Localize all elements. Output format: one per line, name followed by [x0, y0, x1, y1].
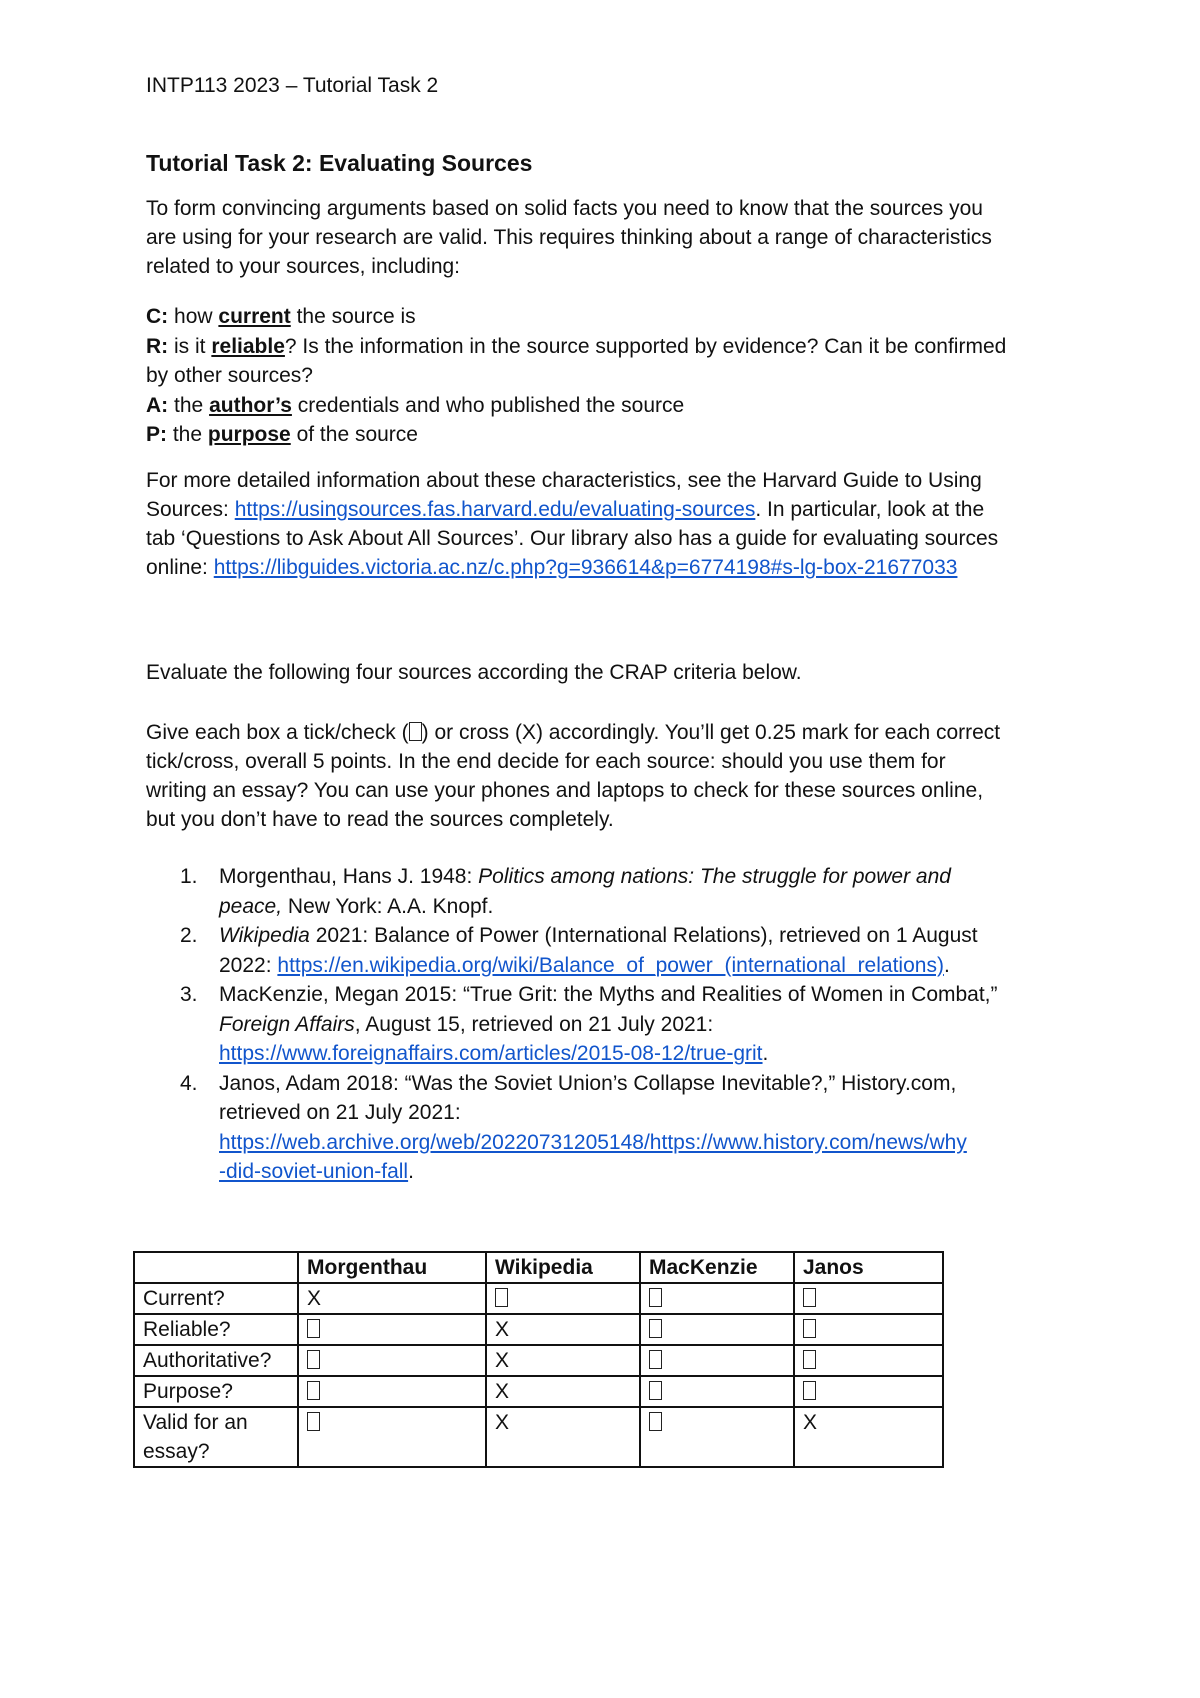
- tick-placeholder-icon: [649, 1288, 662, 1307]
- tick-cell: [486, 1283, 640, 1314]
- criterion-key: R:: [146, 334, 169, 358]
- tick-placeholder-icon: [803, 1381, 816, 1400]
- tick-cell: [640, 1314, 794, 1345]
- criterion-word: reliable: [211, 334, 285, 358]
- table-row: [134, 1314, 943, 1345]
- table-row: [134, 1283, 943, 1314]
- source-item: [146, 921, 1066, 980]
- info-line: [146, 495, 1066, 524]
- source-item: [146, 862, 1066, 921]
- instruction-text: Give each box a tick/check (: [146, 721, 409, 744]
- criterion-text: credentials and who published the source: [297, 393, 685, 417]
- criterion-word: current: [218, 305, 291, 328]
- instruction-line: but you don’t have to read the sources completely.: [146, 808, 614, 831]
- instruction-line: [146, 718, 1066, 747]
- intro-line: To form convincing arguments based on solid facts you need to know that the sources you: [146, 197, 983, 220]
- harvard-guide-link[interactable]: https://usingsources.fas.harvard.edu/evaluating-sources: [234, 498, 756, 521]
- tick-placeholder-icon: [409, 722, 422, 741]
- criterion-word: purpose: [207, 423, 291, 446]
- criterion-text: of the source: [296, 423, 418, 446]
- source-title: peace,: [219, 894, 283, 918]
- history-archive-link[interactable]: https://web.archive.org/web/20220731205148/https://www.history.com/news/why: [219, 1130, 967, 1154]
- tick-placeholder-icon: [307, 1350, 320, 1369]
- criterion-text: how: [174, 305, 213, 328]
- criterion-key: P:: [146, 423, 167, 446]
- tick-placeholder-icon: [649, 1412, 662, 1431]
- table-header-cell: MacKenzie: [640, 1252, 794, 1283]
- source-text: .: [943, 953, 950, 977]
- criterion-text: the: [174, 393, 204, 417]
- tick-cell: [640, 1376, 794, 1407]
- criterion-text: ? Is the information in the source supported by evidence? Can it be confirmed: [284, 334, 1007, 358]
- criterion-text: the source is: [296, 305, 416, 328]
- tick-cell: [794, 1314, 943, 1345]
- row-label: Authoritative?: [134, 1345, 298, 1376]
- tick-cell: [298, 1345, 486, 1376]
- table-header-cell: [134, 1252, 298, 1283]
- list-number: 1.: [180, 865, 198, 888]
- cross-cell: X: [298, 1283, 486, 1314]
- list-number: 3.: [180, 983, 198, 1006]
- tick-placeholder-icon: [307, 1319, 320, 1338]
- cross-cell: X: [486, 1314, 640, 1345]
- info-line: [146, 553, 1066, 582]
- cross-cell: X: [794, 1407, 943, 1467]
- library-guide-link[interactable]: https://libguides.victoria.ac.nz/c.php?g=936614&p=6774198#s-lg-box-21677033: [213, 556, 958, 579]
- tick-cell: [298, 1376, 486, 1407]
- criterion-word: author’s: [209, 393, 292, 417]
- cross-cell: X: [486, 1345, 640, 1376]
- tick-placeholder-icon: [649, 1319, 662, 1338]
- tick-placeholder-icon: [307, 1412, 320, 1431]
- marking-instructions: [146, 718, 1066, 834]
- tick-placeholder-icon: [495, 1288, 508, 1307]
- page-header: INTP113 2023 – Tutorial Task 2: [146, 74, 439, 97]
- row-label: Valid for an essay?: [134, 1407, 298, 1467]
- info-text: Sources:: [146, 498, 229, 521]
- tick-placeholder-icon: [649, 1381, 662, 1400]
- evaluate-instruction: Evaluate the following four sources according the CRAP criteria below.: [146, 661, 802, 684]
- list-number: 2.: [180, 924, 198, 947]
- instruction-text: ) or cross (X) accordingly. You’ll get 0.25 mark for each correct: [421, 721, 1001, 744]
- instruction-line: tick/cross, overall 5 points. In the end decide for each source: should you use them for: [146, 750, 946, 773]
- table-row: [134, 1407, 943, 1467]
- foreign-affairs-link[interactable]: https://www.foreignaffairs.com/articles/2015-08-12/true-grit: [219, 1042, 763, 1065]
- info-line: For more detailed information about these characteristics, see the Harvard Guide to Using: [146, 469, 982, 492]
- source-item: [146, 1069, 1066, 1187]
- page-title: Tutorial Task 2: Evaluating Sources: [146, 150, 533, 176]
- cross-cell: X: [486, 1376, 640, 1407]
- criterion-key: C:: [146, 305, 169, 328]
- criterion-current: [146, 302, 1066, 332]
- tick-cell: [640, 1407, 794, 1467]
- tick-placeholder-icon: [803, 1319, 816, 1338]
- source-text: retrieved on 21 July 2021:: [219, 1101, 461, 1124]
- source-text: .: [762, 1042, 769, 1065]
- source-title: Wikipedia: [219, 924, 310, 947]
- source-text: Janos, Adam 2018: “Was the Soviet Union’s Collapse Inevitable?,” History.com,: [219, 1071, 957, 1095]
- row-label: Current?: [134, 1283, 298, 1314]
- criterion-reliable: [146, 332, 1066, 362]
- row-label: Purpose?: [134, 1376, 298, 1407]
- cross-cell: X: [486, 1407, 640, 1467]
- tick-placeholder-icon: [649, 1350, 662, 1369]
- table-row: [134, 1345, 943, 1376]
- sources-list: [146, 862, 1066, 1187]
- intro-paragraph: [146, 194, 1066, 281]
- info-line: tab ‘Questions to Ask About All Sources’. Our library also has a guide for evaluating sources: [146, 527, 999, 550]
- table-header-row: [134, 1252, 943, 1283]
- instruction-line: writing an essay? You can use your phones and laptops to check for these sources online,: [146, 779, 984, 802]
- history-archive-link[interactable]: -did-soviet-union-fall: [219, 1160, 409, 1183]
- tick-cell: [640, 1283, 794, 1314]
- tick-cell: [298, 1314, 486, 1345]
- tick-placeholder-icon: [803, 1350, 816, 1369]
- info-text: . In particular, look at the: [755, 498, 985, 521]
- criterion-purpose: [146, 420, 1066, 450]
- tick-cell: [640, 1345, 794, 1376]
- source-text: MacKenzie, Megan 2015: “True Grit: the Myths and Realities of Women in Combat,”: [219, 983, 998, 1006]
- tick-cell: [298, 1407, 486, 1467]
- criterion-text: is it: [174, 334, 206, 358]
- source-text: 2021: Balance of Power (International Relations), retrieved on 1 August: [309, 924, 978, 947]
- table-header-cell: Wikipedia: [486, 1252, 640, 1283]
- intro-line: related to your sources, including:: [146, 255, 461, 278]
- table-header-cell: Janos: [794, 1252, 943, 1283]
- info-text: online:: [146, 556, 208, 579]
- source-text: .: [408, 1160, 414, 1183]
- criterion-text: the: [172, 423, 203, 446]
- source-item: [146, 980, 1066, 1069]
- tick-cell: [794, 1345, 943, 1376]
- source-title: Politics among nations: The struggle for power and: [478, 865, 951, 888]
- tick-cell: [794, 1283, 943, 1314]
- wikipedia-link[interactable]: https://en.wikipedia.org/wiki/Balance_of_power_(international_relations): [277, 953, 944, 977]
- source-title: Foreign Affairs: [219, 1012, 355, 1036]
- crap-criteria: [146, 302, 1066, 450]
- evaluation-table: [133, 1251, 944, 1468]
- tick-placeholder-icon: [803, 1288, 816, 1307]
- tick-cell: [794, 1376, 943, 1407]
- criterion-text: by other sources?: [146, 364, 313, 387]
- source-text: Morgenthau, Hans J. 1948:: [219, 865, 479, 888]
- criterion-key: A:: [146, 393, 169, 417]
- source-text: New York: A.A. Knopf.: [282, 894, 494, 918]
- table-header-cell: Morgenthau: [298, 1252, 486, 1283]
- intro-line: are using for your research are valid. This requires thinking about a range of characteristics: [146, 226, 992, 249]
- criterion-authority: [146, 391, 1066, 421]
- more-info-paragraph: [146, 466, 1066, 582]
- list-number: 4.: [180, 1071, 198, 1095]
- source-text: , August 15, retrieved on 21 July 2021:: [354, 1012, 714, 1036]
- row-label: Reliable?: [134, 1314, 298, 1345]
- source-text: 2022:: [219, 953, 278, 977]
- table-row: [134, 1376, 943, 1407]
- tick-placeholder-icon: [307, 1381, 320, 1400]
